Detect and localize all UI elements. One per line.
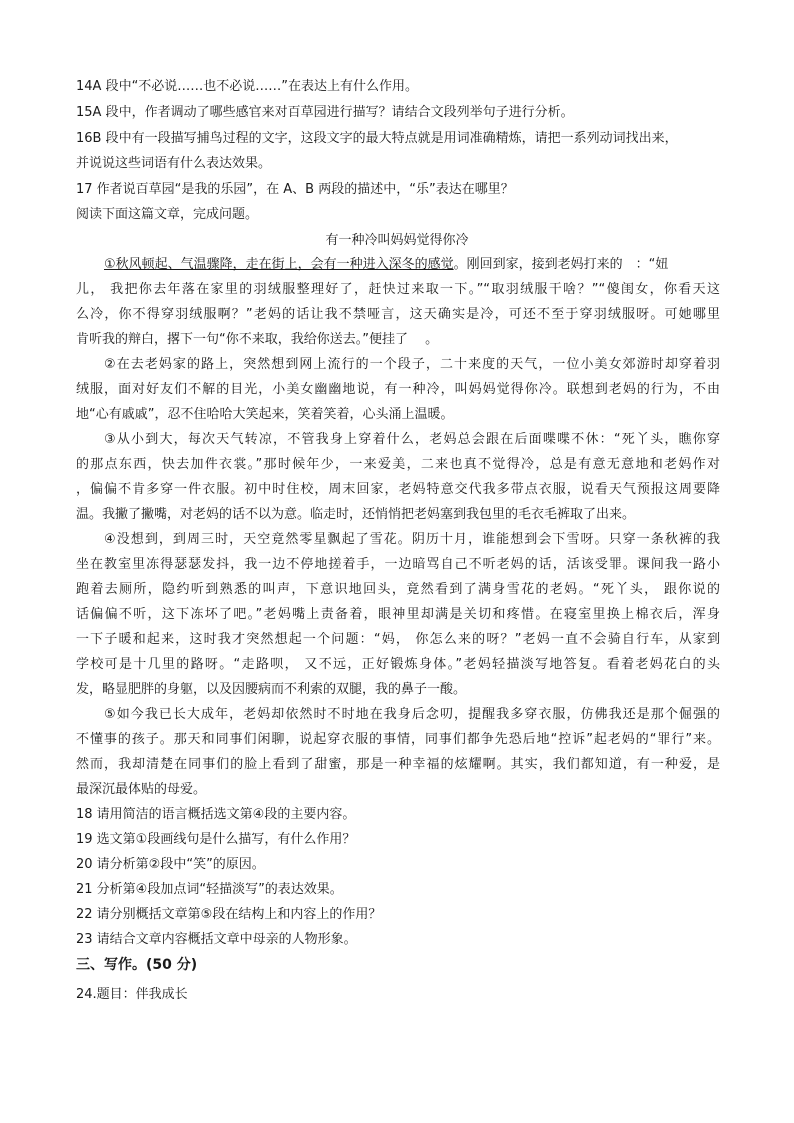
paragraph-4-line-5: 一下子暖和起来，这时我才突然想起一个问题：“妈， 你怎么来的呀？”老妈一直不会骑自行车，从家到 [76, 632, 720, 647]
question-17: 17 作者说百草园“是我的乐园”，在 A、B 两段的描述中，“乐”表达在哪里？ [76, 182, 514, 197]
question-21: 21 分析第④段加点词“轻描淡写”的表达效果。 [76, 882, 343, 897]
paragraph-5-line-3: 然而，我却清楚在同事们的脸上看到了甜蜜，那是一种幸福的炫耀啊。其实，我们都知道，有一种爱，是 [76, 757, 720, 772]
paragraph-5-line-1: ⑤如今我已长大成年，老妈却依然时不时地在我身后念叨，提醒我多穿衣服，仿佛我还是那个倔强的 [104, 707, 720, 722]
paragraph-1-line-1-rest: 。刚回到家，接到老妈打来的 ：“妞 [453, 257, 669, 272]
question-16-line-1: 16B 段中有一段描写捕鸟过程的文字，这段文字的最大特点就是用词准确精炼，请把一系列动词找出来， [76, 131, 678, 146]
paragraph-4-line-2: 坐在教室里冻得瑟瑟发抖，我一边不停地搓着手，一边暗骂自己不听老妈的话，活该受罪。课间我一路小 [76, 557, 720, 572]
paragraph-5-line-2: 不懂事的孩子。那天和同事们闲聊，说起穿衣服的事情，同事们都争先恐后地“控诉”起老妈的“罪行”来。 [76, 732, 720, 747]
paragraph-1-line-2: 儿， 我把你去年落在家里的羽绒服整理好了，赶快过来取一下。”“取羽绒服干啥？”“傻闺女，你看天这 [76, 282, 720, 297]
section-heading-writing: 三、写作。(50 分) [76, 957, 198, 973]
question-18: 18 请用简洁的语言概括选文第④段的主要内容。 [76, 807, 356, 822]
paragraph-2-line-2: 绒服，面对好友们不解的目光，小美女幽幽地说，有一种冷，叫妈妈觉得你冷。联想到老妈的行为，不由 [76, 382, 720, 397]
paragraph-4-line-7: 发，略显肥胖的身躯，以及因腰病而不利索的双腿，我的鼻子一酸。 [76, 682, 467, 697]
underlined-sentence: ①秋风顿起、气温骤降，走在街上，会有一种进入深冬的感觉 [104, 257, 454, 272]
essay-prompt: 24.题目：伴我成长 [76, 987, 188, 1002]
paragraph-4-line-6: 学校可是十几里的路呀。“走路呗， 又不远，正好锻炼身体。”老妈轻描淡写地答复。看着老妈花白的头 [76, 657, 720, 672]
paragraph-1-line-3: 么冷，你不得穿羽绒服啊？”老妈的话让我不禁哑言，这天确实是冷，可还不至于穿羽绒服呀。可她哪里 [76, 307, 720, 322]
reading-instruction: 阅读下面这篇文章，完成问题。 [76, 207, 259, 222]
paragraph-4-line-3: 跑着去厕所，隐约听到熟悉的叫声，下意识地回头，竟然看到了满身雪花的老妈。“死丫头， 跟你说的 [76, 582, 720, 597]
paragraph-3-line-4: 温。我撇了撇嘴，对老妈的话不以为意。临走时，还悄悄把老妈塞到我包里的毛衣毛裤取了出来。 [76, 507, 636, 522]
question-15: 15A 段中，作者调动了哪些感官来对百草园进行描写？请结合文段列举句子进行分析。 [76, 105, 574, 120]
paragraph-4-line-4: 话偏偏不听，这下冻坏了吧。”老妈嘴上责备着，眼神里却满是关切和疼惜。在寝室里换上棉衣后，浑身 [76, 607, 720, 622]
question-19: 19 选文第①段画线句是什么描写，有什么作用？ [76, 832, 356, 847]
paragraph-1-line-1 [104, 256, 720, 274]
paragraph-3-line-2: 的那点东西，快去加件衣裳。”那时候年少，一来爱美，二来也真不觉得冷，总是有意无意地和老妈作对 [76, 457, 720, 472]
article-title: 有一种冷叫妈妈觉得你冷 [325, 233, 469, 248]
question-14: 14A 段中“不必说……也不必说……”在表达上有什么作用。 [76, 79, 419, 94]
paragraph-5-line-4: 最深沉最体贴的母爱。 [76, 782, 207, 797]
question-23: 23 请结合文章内容概括文章中母亲的人物形象。 [76, 932, 357, 947]
question-22: 22 请分别概括文章第⑤段在结构上和内容上的作用？ [76, 907, 382, 922]
paragraph-2-line-3: 地“心有戚戚”，忍不住哈哈大笑起来，笑着笑着，心头涌上温暖。 [76, 407, 454, 422]
paragraph-2-line-1: ②在去老妈家的路上，突然想到网上流行的一个段子，二十来度的天气，一位小美女郊游时却穿着羽 [104, 357, 720, 372]
paragraph-3-line-1: ③从小到大，每次天气转凉，不管我身上穿着什么，老妈总会跟在后面喋喋不休：“死丫头，瞧你穿 [104, 432, 720, 447]
paragraph-4-line-1: ④没想到，到周三时，天空竟然零星飘起了雪花。阴历十月，谁能想到会下雪呀。只穿一条秋裤的我 [104, 532, 720, 547]
paragraph-1-line-4: 肯听我的辩白，撂下一句“你不来取，我给你送去。”便挂了 。 [76, 332, 439, 347]
paragraph-3-line-3: ，偏偏不肯多穿一件衣服。初中时住校，周末回家，老妈特意交代我多带点衣服，说看天气预报这周要降 [76, 482, 720, 497]
question-20: 20 请分析第②段中“笑”的原因。 [76, 857, 265, 872]
question-16-line-2: 并说说这些词语有什么表达效果。 [76, 156, 272, 171]
